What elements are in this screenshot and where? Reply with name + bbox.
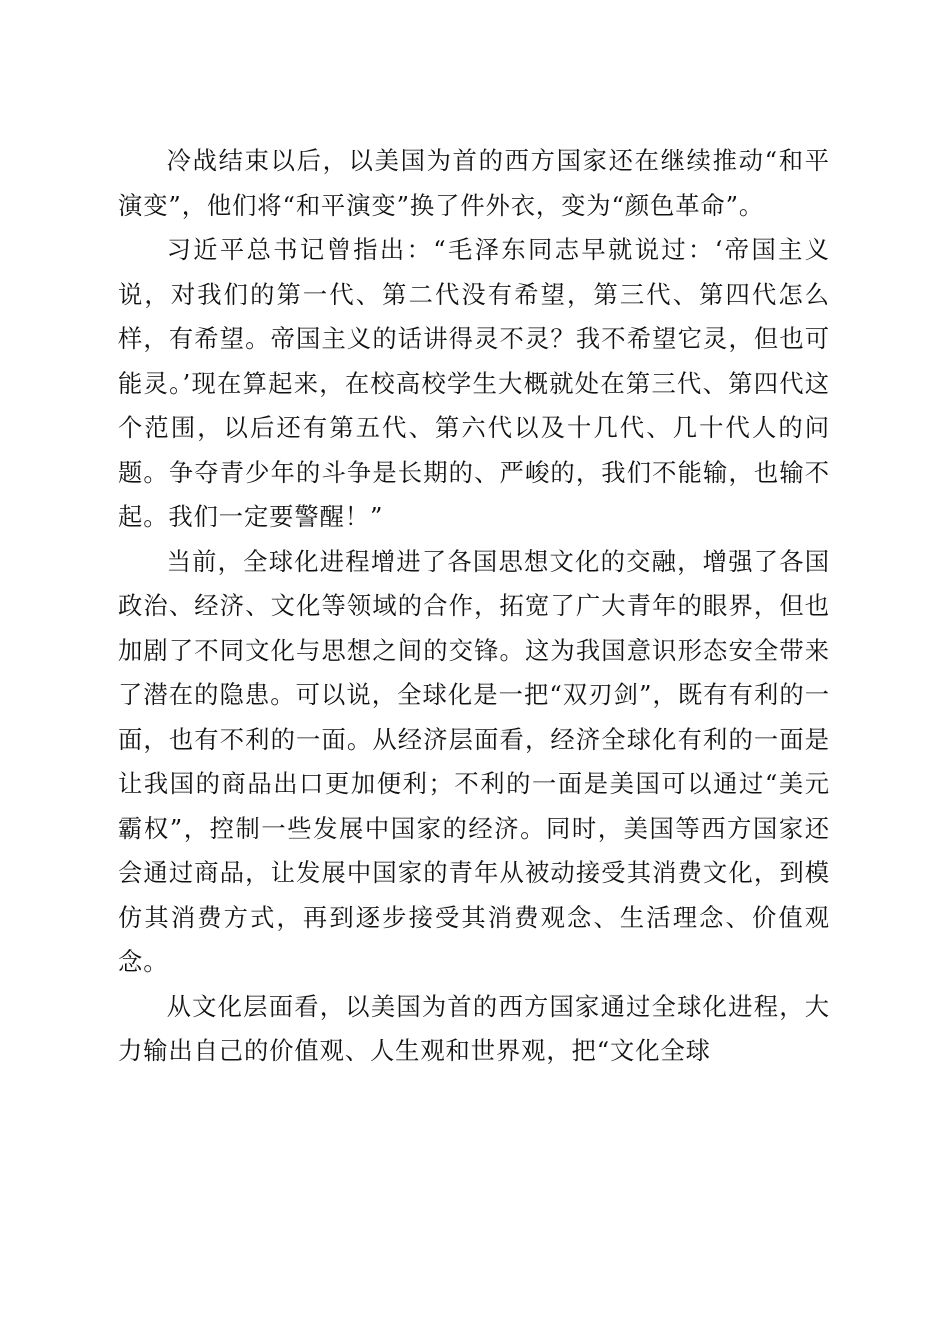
paragraph-1: 冷战结束以后，以美国为首的西方国家还在继续推动“和平演变”，他们将“和平演变”换了件外衣，变为“颜色革命”。 (118, 146, 830, 220)
paragraph-2: 习近平总书记曾指出：“毛泽东同志早就说过：‘帝国主义说，对我们的第一代、第二代没有希望，第三代、第四代怎么样，有希望。帝国主义的话讲得灵不灵？我不希望它灵，但也可能灵。’现在算起来，在校高校学生大概就处在第三代、第四代这个范围，以后还有第五代、第六代以及十几代、几十代人的问题。争夺青少年的斗争是长期的、严峻的，我们不能输，也输不起。我们一定要警醒！” (118, 235, 830, 531)
paragraph-3: 当前，全球化进程增进了各国思想文化的交融，增强了各国政治、经济、文化等领域的合作，拓宽了广大青年的眼界，但也加剧了不同文化与思想之间的交锋。这为我国意识形态安全带来了潜在的隐患。可以说，全球化是一把“双刃剑”，既有有利的一面，也有不利的一面。从经济层面看，经济全球化有利的一面是让我国的商品出口更加便利；不利的一面是美国可以通过“美元霸权”，控制一些发展中国家的经济。同时，美国等西方国家还会通过商品，让发展中国家的青年从被动接受其消费文化，到模仿其消费方式，再到逐步接受其消费观念、生活理念、价值观念。 (118, 546, 830, 976)
paragraph-4: 从文化层面看，以美国为首的西方国家通过全球化进程，大力输出自己的价值观、人生观和世界观，把“文化全球 (118, 991, 830, 1065)
body-text (118, 139, 830, 1074)
